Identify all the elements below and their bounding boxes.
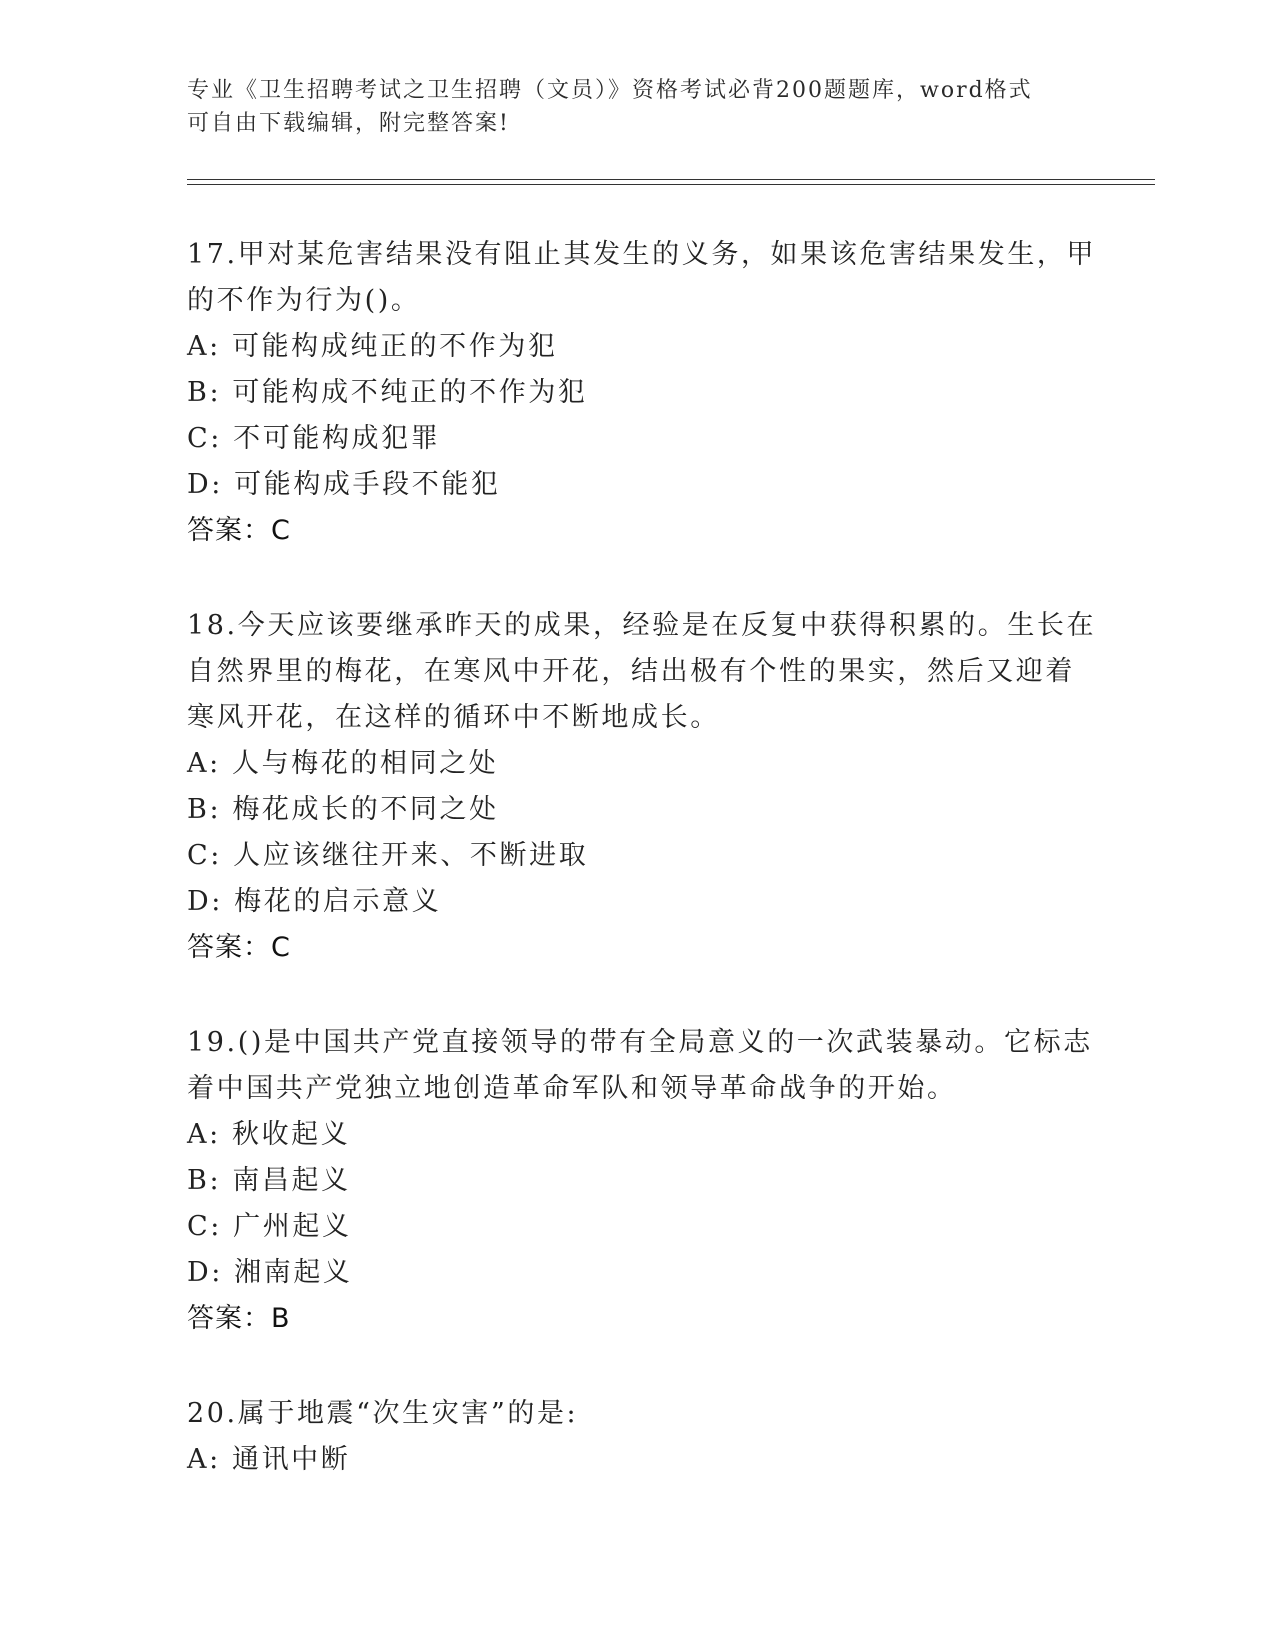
option-b: B: 可能构成不纯正的不作为犯 (187, 377, 588, 408)
question-stem-line: 的不作为行为()。 (187, 285, 421, 316)
question-stem-line: 着中国共产党独立地创造革命军队和领导革命战争的开始。 (187, 1073, 957, 1104)
option-c: C: 不可能构成犯罪 (187, 423, 441, 454)
document-header (187, 74, 1087, 140)
question-list (187, 232, 1097, 1532)
option-a: A: 可能构成纯正的不作为犯 (187, 331, 558, 362)
question-stem-line: 自然界里的梅花，在寒风中开花，结出极有个性的果实，然后又迎着 (187, 656, 1075, 687)
question-stem-line: 19.()是中国共产党直接领导的带有全局意义的一次武装暴动。它标志 (187, 1027, 1093, 1058)
question-stem-line: 20.属于地震“次生灾害”的是: (187, 1398, 579, 1429)
question-17 (187, 232, 1097, 554)
question-stem-line: 寒风开花，在这样的循环中不断地成长。 (187, 702, 720, 733)
header-line-1: 专业《卫生招聘考试之卫生招聘（文员）》资格考试必背200题题库，word格式 (187, 78, 1033, 103)
option-b: B: 南昌起义 (187, 1165, 351, 1196)
answer-label: 答案：C (187, 515, 291, 546)
header-divider-top (187, 179, 1155, 180)
option-b: B: 梅花成长的不同之处 (187, 794, 499, 825)
header-divider-bottom (187, 184, 1155, 185)
option-a: A: 秋收起义 (187, 1119, 351, 1150)
option-a: A: 人与梅花的相同之处 (187, 748, 499, 779)
option-c: C: 人应该继往开来、不断进取 (187, 840, 589, 871)
option-a: A: 通讯中断 (187, 1444, 351, 1475)
question-stem-line: 18.今天应该要继承昨天的成果，经验是在反复中获得积累的。生长在 (187, 610, 1097, 641)
option-d: D: 梅花的启示意义 (187, 886, 442, 917)
question-stem-line: 17.甲对某危害结果没有阻止其发生的义务，如果该危害结果发生，甲 (187, 239, 1097, 270)
option-d: D: 湘南起义 (187, 1257, 353, 1288)
question-19 (187, 1020, 1093, 1342)
option-d: D: 可能构成手段不能犯 (187, 469, 501, 500)
answer-label: 答案：B (187, 1303, 291, 1334)
answer-label: 答案：C (187, 932, 291, 963)
option-c: C: 广州起义 (187, 1211, 352, 1242)
question-20 (187, 1391, 1087, 1483)
header-line-2: 可自由下载编辑，附完整答案! (187, 111, 510, 136)
question-18 (187, 603, 1097, 971)
